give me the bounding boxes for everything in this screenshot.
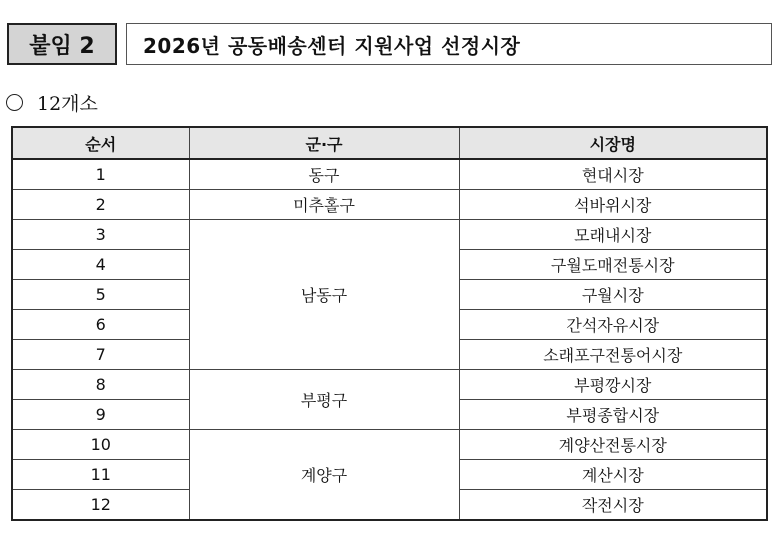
table-row bbox=[12, 190, 767, 220]
market-cell: 부평깡시장 bbox=[459, 370, 767, 400]
table-row bbox=[12, 220, 767, 250]
market-table bbox=[11, 126, 768, 521]
order-cell: 10 bbox=[12, 430, 189, 460]
market-cell: 소래포구전통어시장 bbox=[459, 340, 767, 370]
market-cell: 현대시장 bbox=[459, 159, 767, 190]
order-cell: 12 bbox=[12, 490, 189, 521]
order-cell: 9 bbox=[12, 400, 189, 430]
order-cell: 1 bbox=[12, 159, 189, 190]
market-cell: 구월도매전통시장 bbox=[459, 250, 767, 280]
order-cell: 3 bbox=[12, 220, 189, 250]
market-cell: 모래내시장 bbox=[459, 220, 767, 250]
attachment-label: 붙임 2 bbox=[7, 23, 117, 65]
district-cell: 동구 bbox=[189, 159, 459, 190]
district-cell: 남동구 bbox=[189, 220, 459, 370]
order-cell: 11 bbox=[12, 460, 189, 490]
header-market: 시장명 bbox=[459, 127, 767, 159]
order-cell: 2 bbox=[12, 190, 189, 220]
order-cell: 5 bbox=[12, 280, 189, 310]
table-row bbox=[12, 430, 767, 460]
header-district: 군·구 bbox=[189, 127, 459, 159]
order-cell: 8 bbox=[12, 370, 189, 400]
order-cell: 4 bbox=[12, 250, 189, 280]
market-cell: 작전시장 bbox=[459, 490, 767, 521]
market-cell: 계산시장 bbox=[459, 460, 767, 490]
table-row bbox=[12, 159, 767, 190]
order-cell: 7 bbox=[12, 340, 189, 370]
market-cell: 부평종합시장 bbox=[459, 400, 767, 430]
district-cell: 부평구 bbox=[189, 370, 459, 430]
market-cell: 구월시장 bbox=[459, 280, 767, 310]
header-order: 순서 bbox=[12, 127, 189, 159]
order-cell: 6 bbox=[12, 310, 189, 340]
table-row bbox=[12, 370, 767, 400]
market-cell: 계양산전통시장 bbox=[459, 430, 767, 460]
market-cell: 간석자유시장 bbox=[459, 310, 767, 340]
count-text: 12개소 bbox=[37, 92, 98, 115]
market-cell: 석바위시장 bbox=[459, 190, 767, 220]
district-cell: 계양구 bbox=[189, 430, 459, 521]
count-line bbox=[6, 90, 98, 114]
document-title: 2026년 공동배송센터 지원사업 선정시장 bbox=[126, 23, 772, 65]
district-cell: 미추홀구 bbox=[189, 190, 459, 220]
table-header-row bbox=[12, 127, 767, 159]
circle-bullet-icon bbox=[6, 94, 23, 111]
